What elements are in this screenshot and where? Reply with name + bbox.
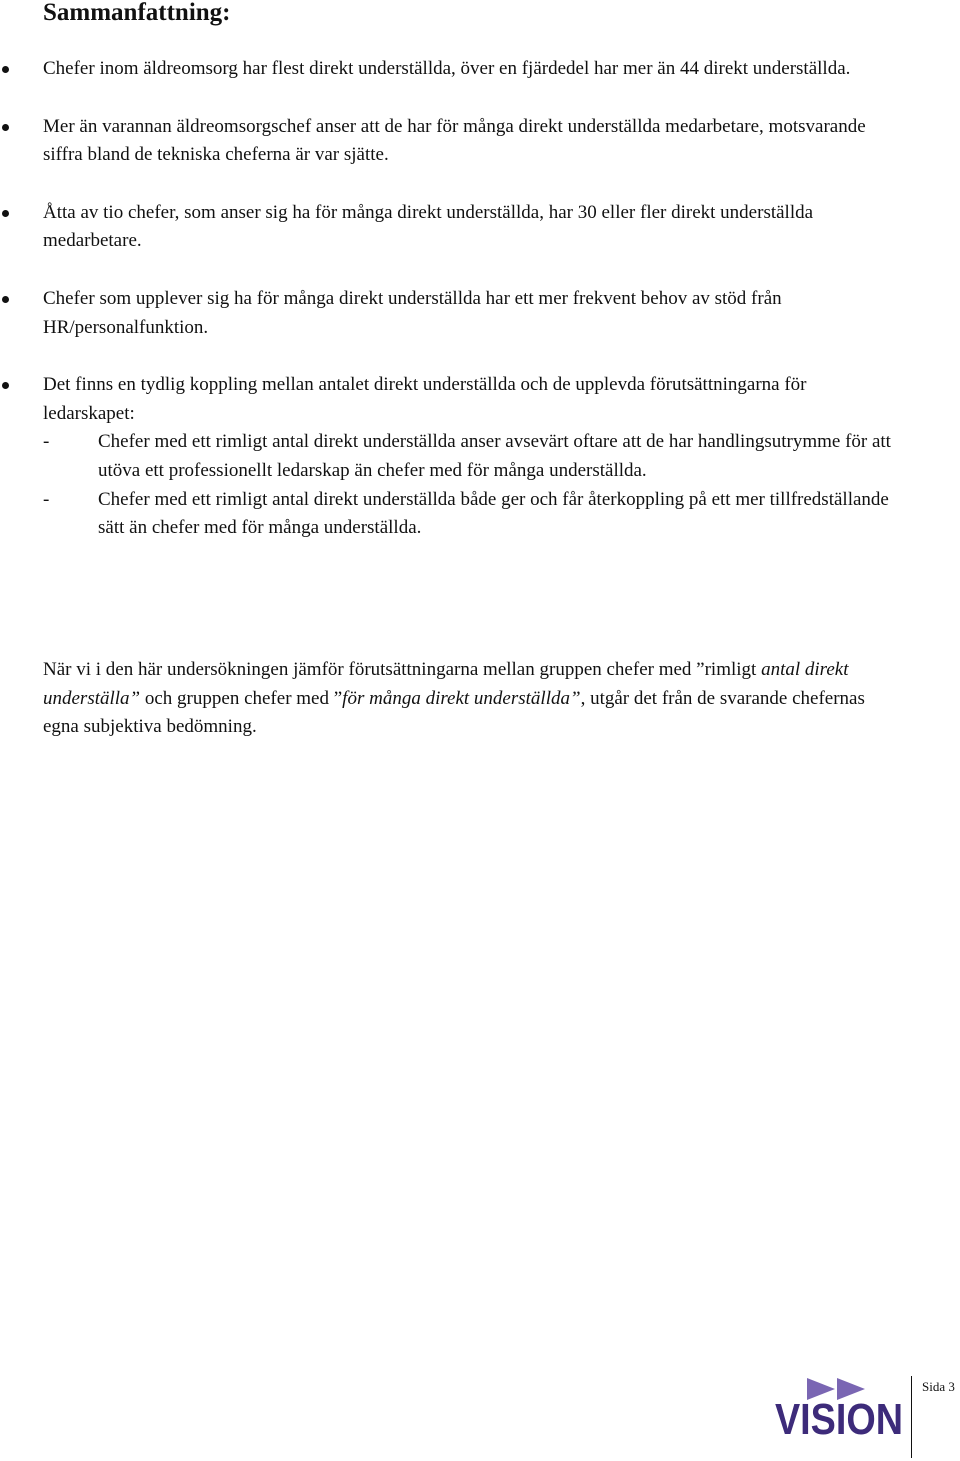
bullet-dot — [2, 66, 9, 73]
bullet-text: Det finns en tydlig koppling mellan antalet direkt underställda och de upplevda förutsättningarna för ledarskapet: — [43, 374, 807, 424]
bullet-text: Åtta av tio chefer, som anser sig ha för många direkt underställda, har 30 eller fler direkt underställda medarbetare. — [43, 201, 814, 252]
bullet-item — [0, 371, 900, 543]
bullet-dot — [2, 210, 9, 217]
bullet-item — [0, 199, 900, 256]
sub-list — [43, 428, 900, 542]
sub-item — [43, 486, 900, 543]
bullet-text: Mer än varannan äldreomsorgschef anser att de har för många direkt underställda medarbetare, motsvarande siffra bland de tekniska cheferna är var sjätte. — [43, 115, 866, 166]
conclusion-text: , utgår det från de svarande chefernas egna subjektiva bedömning. — [43, 687, 865, 738]
conclusion-italic-text: för många direkt underställda” — [342, 687, 581, 709]
bullet-text: Chefer inom äldreomsorg har flest direkt underställda, över en fjärdedel har mer än 44 direkt underställda. — [43, 58, 851, 79]
bullet-item — [0, 55, 900, 84]
conclusion-paragraph — [43, 656, 883, 742]
page-number: Sida 3 — [922, 1379, 955, 1394]
vision-logo — [775, 1376, 905, 1444]
conclusion-text: och gruppen chefer med ” — [140, 687, 343, 709]
footer-divider — [911, 1376, 912, 1458]
conclusion-italic-text: antal direkt underställa” — [43, 659, 849, 709]
summary-heading: Sammanfattning: — [43, 0, 231, 26]
sub-item-text: Chefer med ett rimligt antal direkt underställda anser avsevärt oftare att de har handlingsutrymme för att utöva ett professionellt ledarskap än chefer med för många underställda. — [98, 431, 891, 481]
conclusion-text: När vi i den här undersökningen jämför förutsättningarna mellan gruppen chefer med ”rimligt — [43, 659, 762, 680]
bullet-dot — [2, 124, 9, 131]
summary-bullet-list — [0, 55, 900, 572]
sub-item-text: Chefer med ett rimligt antal direkt underställda både ger och får återkoppling på ett mer tillfredställande sätt än chefer med för många underställda. — [98, 488, 889, 539]
bullet-item — [0, 285, 900, 342]
bullet-text: Chefer som upplever sig ha för många direkt underställda har ett mer frekvent behov av stöd från HR/personalfunktion. — [43, 287, 782, 338]
bullet-item — [0, 113, 900, 170]
sub-item — [43, 428, 900, 485]
bullet-dot — [2, 296, 9, 303]
sub-dash: - — [43, 431, 50, 453]
sub-dash: - — [43, 488, 50, 510]
bullet-dot — [2, 382, 9, 389]
logo-wordmark: VISION — [775, 1395, 903, 1444]
